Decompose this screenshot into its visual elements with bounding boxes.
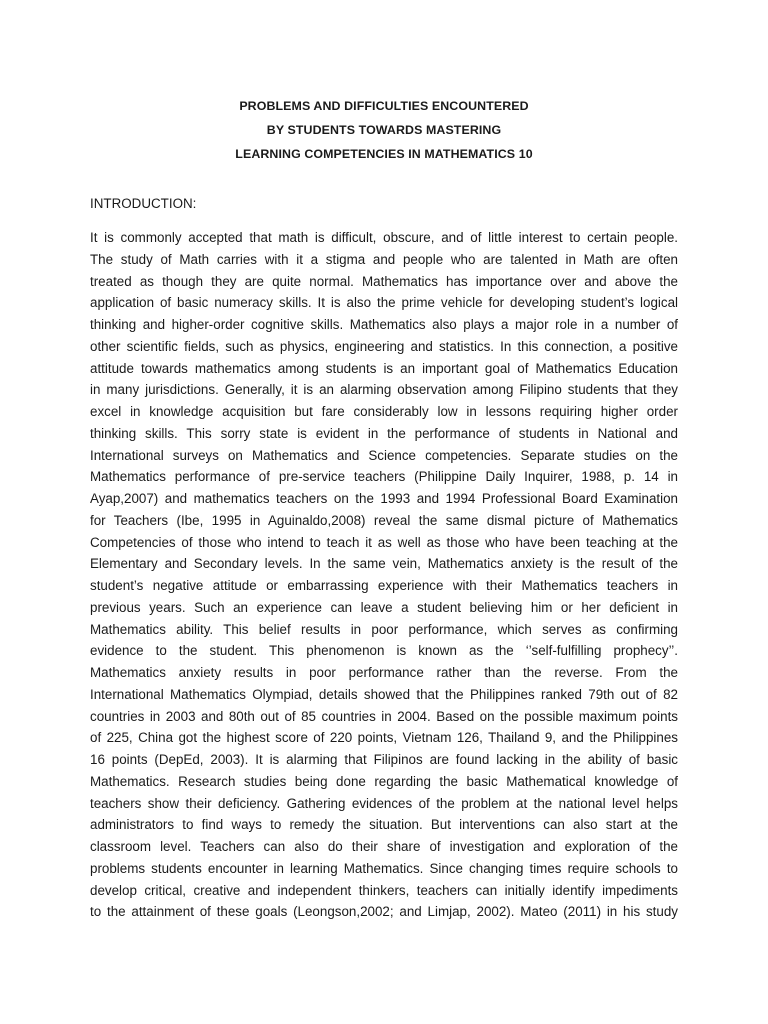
paragraph-line: treated as though they are quite normal. Mathematics has importance over and above the <box>90 273 678 289</box>
paragraph-line: Mathematics ability. This belief results in poor performance, which serves as confirming <box>90 621 678 637</box>
paragraph-line: countries in 2003 and 80th out of 85 countries in 2004. Based on the possible maximum points <box>90 708 678 724</box>
paragraph-line: teachers show their deficiency. Gathering evidences of the problem at the national level helps <box>90 795 678 811</box>
title-line: BY STUDENTS TOWARDS MASTERING <box>266 123 502 137</box>
paragraph-line: for Teachers (Ibe, 1995 in Aguinaldo,2008) reveal the same dismal picture of Mathematics <box>90 512 678 528</box>
paragraph-line: International surveys on Mathematics and Science competencies. Separate studies on the <box>90 447 678 463</box>
paragraph-line: International Mathematics Olympiad, details showed that the Philippines ranked 79th out of 82 <box>90 686 678 702</box>
paragraph-line: problems students encounter in learning Mathematics. Since changing times require schools to <box>90 860 678 876</box>
title-line: PROBLEMS AND DIFFICULTIES ENCOUNTERED <box>239 99 529 113</box>
paragraph-line: thinking and higher-order cognitive skills. Mathematics also plays a major role in a number of <box>90 317 678 332</box>
paragraph-line: student’s negative attitude or embarrassing experience with their Mathematics teachers in <box>90 578 678 593</box>
paragraph-line: Mathematics anxiety results in poor performance rather than the reverse. From the <box>90 665 678 680</box>
paragraph-line: It is commonly accepted that math is difficult, obscure, and of little interest to certain people. <box>90 230 678 245</box>
document-title <box>90 94 678 166</box>
section-heading-introduction: INTRODUCTION: <box>90 196 197 211</box>
paragraph-line: excel in knowledge acquisition but fare considerably low in lessons requiring higher order <box>90 404 678 419</box>
paragraph-line: other scientific fields, such as physics, engineering and statistics. In this connection, a positive <box>90 338 678 354</box>
paragraph-line: classroom level. Teachers can also do their share of investigation and exploration of the <box>90 839 678 854</box>
paragraph-line: to the attainment of these goals (Leongson,2002; and Limjap, 2002). Mateo (2011) in his study <box>90 904 678 920</box>
paragraph-line: Ayap,2007) and mathematics teachers on the 1993 and 1994 Professional Board Examination <box>90 491 678 506</box>
paragraph-line: Elementary and Secondary levels. In the same vein, Mathematics anxiety is the result of the <box>90 556 678 572</box>
paragraph-line: administrators to find ways to remedy the situation. But interventions can also start at the <box>90 817 678 833</box>
title-line: LEARNING COMPETENCIES IN MATHEMATICS 10 <box>235 147 533 161</box>
paragraph-line: application of basic numeracy skills. It is also the prime vehicle for developing student’s logical <box>90 295 678 311</box>
paragraph-line: in many jurisdictions. Generally, it is an alarming observation among Filipino students that they <box>90 382 678 398</box>
paragraph-line: Mathematics performance of pre-service teachers (Philippine Daily Inquirer, 1988, p. 14 in <box>90 469 678 485</box>
paragraph-line: previous years. Such an experience can leave a student believing him or her deficient in <box>90 599 678 615</box>
paragraph-line: The study of Math carries with it a stigma and people who are talented in Math are often <box>90 251 678 267</box>
paragraph-line: develop critical, creative and independent thinkers, teachers can initially identify impediments <box>90 882 678 898</box>
paragraph-line: 16 points (DepEd, 2003). It is alarming that Filipinos are found lacking in the ability of basic <box>90 752 678 767</box>
paragraph-line: of 225, China got the highest score of 220 points, Vietnam 126, Thailand 9, and the Philippines <box>90 730 678 746</box>
body-paragraph <box>90 227 678 923</box>
paragraph-line: thinking skills. This sorry state is evident in the performance of students in National and <box>90 425 678 441</box>
paragraph-line: Mathematics. Research studies being done regarding the basic Mathematical knowledge of <box>90 773 678 789</box>
paragraph-line: attitude towards mathematics among students is an important goal of Mathematics Education <box>90 360 678 376</box>
paragraph-line: evidence to the student. This phenomenon is known as the ‘’self-fulfilling prophecy’’. <box>90 643 678 659</box>
paragraph-line: Competencies of those who intend to teach it as well as those who have been teaching at the <box>90 534 678 550</box>
